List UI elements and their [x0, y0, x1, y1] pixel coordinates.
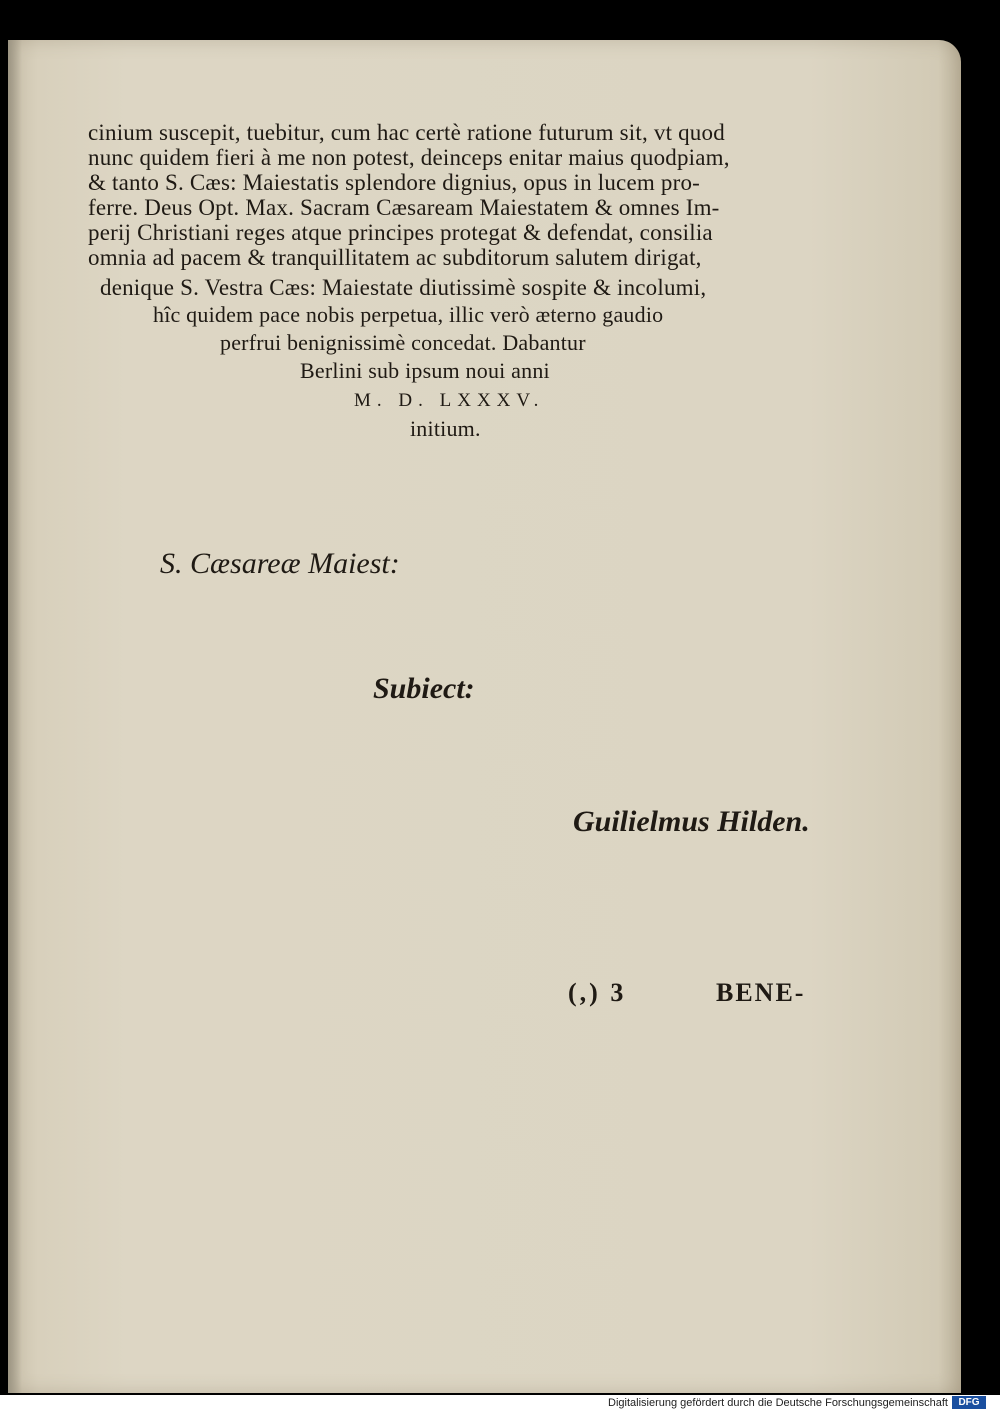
text-line-8: hîc quidem pace nobis perpetua, illic verò æterno gaudio [153, 302, 664, 327]
text-line-date: M. D. LXXXV. [354, 390, 545, 411]
text-line-4: ferre. Deus Opt. Max. Sacram Cæsaream Maiestatem & omnes Im- [88, 195, 720, 220]
salutation: S. Cæsareæ Maiest: [160, 547, 400, 580]
catchword: BENE- [716, 978, 806, 1007]
text-line-10: Berlini sub ipsum noui anni [300, 358, 550, 383]
signature: Guilielmus Hilden. [573, 805, 810, 838]
text-line-7: denique S. Vestra Cæs: Maiestate diutissimè sospite & incolumi, [100, 275, 707, 300]
text-line-5: perij Christiani reges atque principes protegat & defendat, consilia [88, 220, 713, 245]
text-line-6: omnia ad pacem & tranquillitatem ac subditorum salutem dirigat, [88, 245, 702, 270]
funding-credit: Digitalisierung gefördert durch die Deutsche Forschungsgemeinschaft [608, 1397, 948, 1409]
subject-line: Subiect: [373, 672, 475, 705]
text-line-9: perfrui benignissimè concedat. Dabantur [220, 330, 586, 355]
text-line-initium: initium. [410, 416, 481, 441]
text-line-2: nunc quidem fieri à me non potest, deinceps enitar maius quodpiam, [88, 145, 730, 170]
signature-mark: (,) 3 [568, 978, 627, 1007]
text-line-1: cinium suscepit, tuebitur, cum hac certè ratione futurum sit, vt quod [88, 120, 725, 145]
dfg-logo-icon: DFG [952, 1396, 986, 1409]
text-line-3: & tanto S. Cæs: Maiestatis splendore dignius, opus in lucem pro- [88, 170, 701, 195]
document-page [8, 40, 961, 1393]
